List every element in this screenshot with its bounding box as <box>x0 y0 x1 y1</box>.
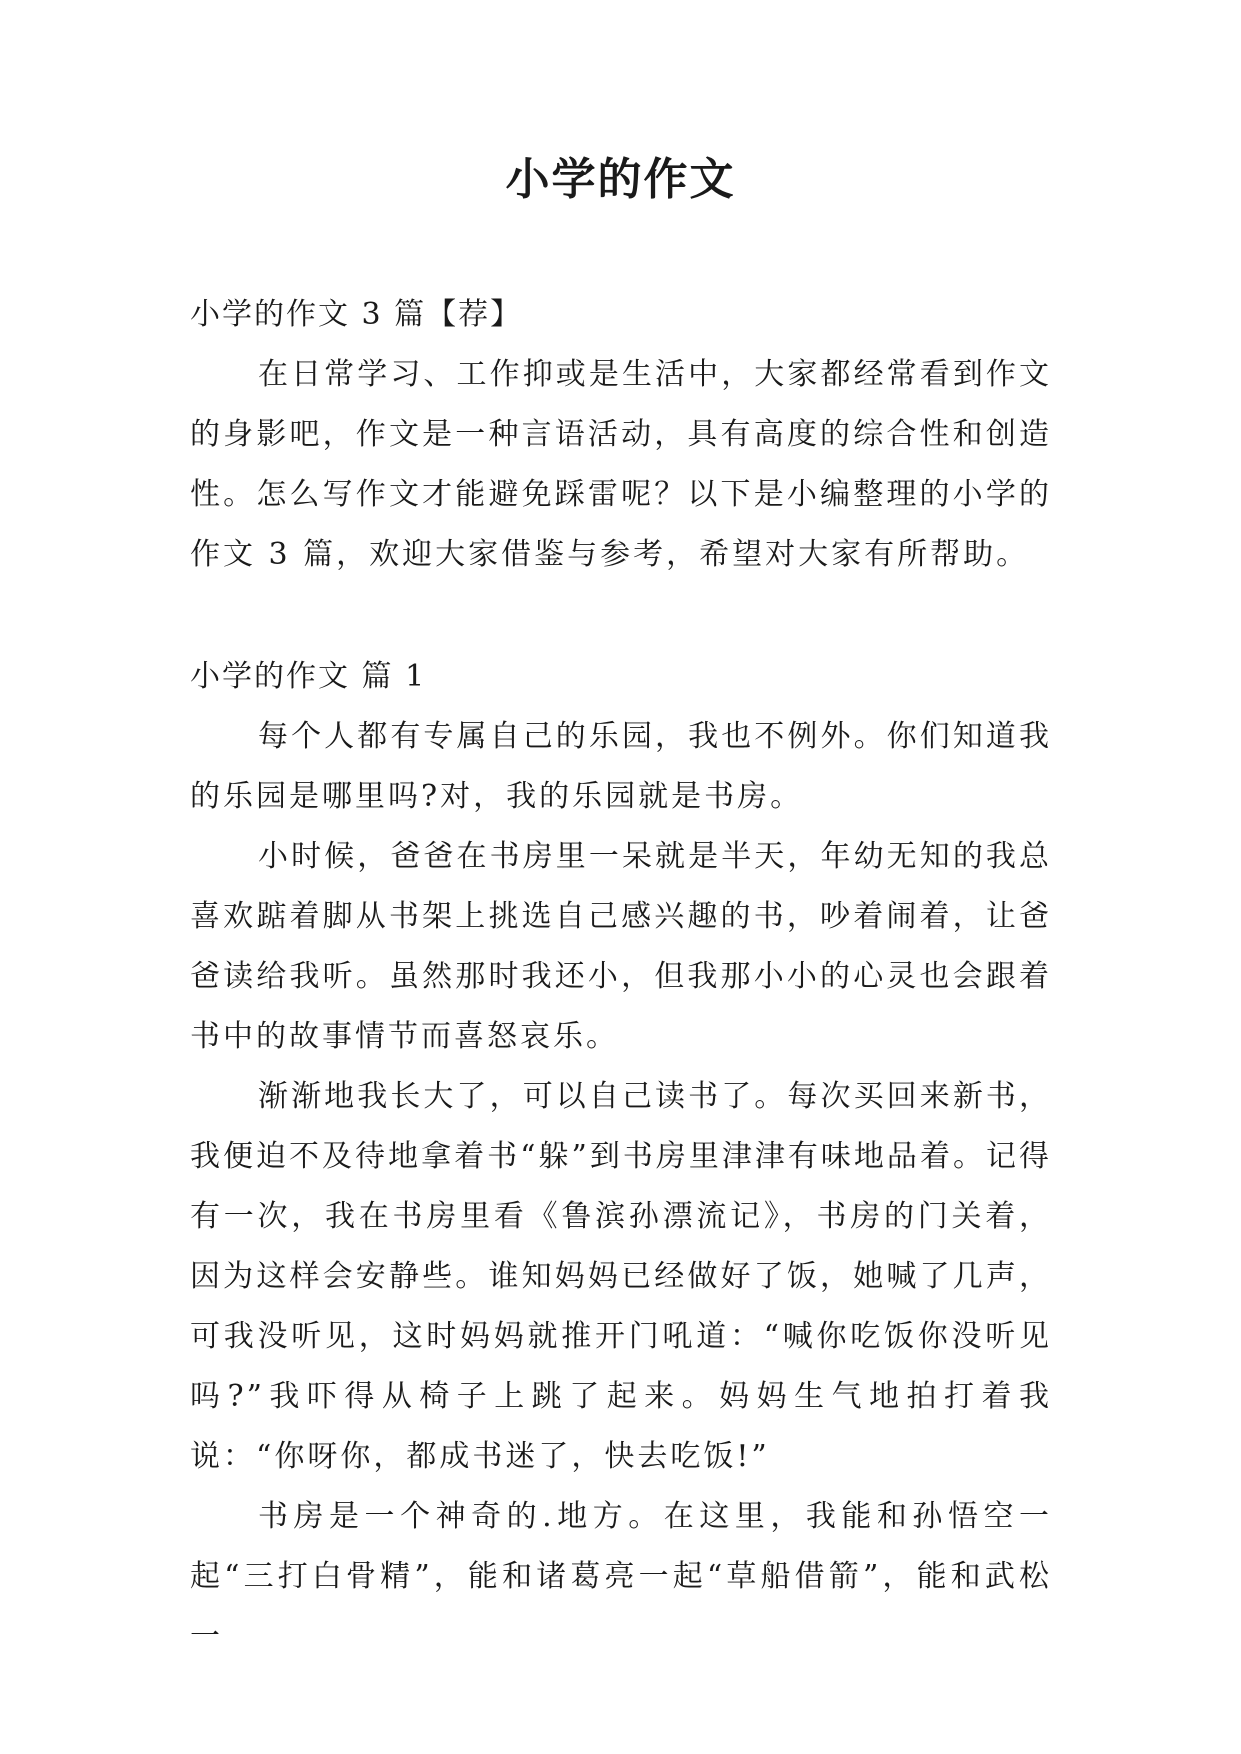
intro-paragraph: 在日常学习、工作抑或是生活中，大家都经常看到作文的身影吧，作文是一种言语活动，具有高度的综合性和创造性。怎么写作文才能避免踩雷呢？以下是小编整理的小学的作文 3 篇，欢迎大家借鉴与参考，希望对大家有所帮助。 <box>190 357 1052 572</box>
document-body <box>190 285 1052 1667</box>
section1-paragraph-1: 每个人都有专属自己的乐园，我也不例外。你们知道我的乐园是哪里吗?对，我的乐园就是书房。 <box>190 719 1052 814</box>
section1-paragraph-4: 书房是一个神奇的.地方。在这里，我能和孙悟空一起“三打白骨精”，能和诸葛亮一起“草船借箭”，能和武松一 <box>190 1499 1052 1654</box>
section-spacer <box>190 585 1052 647</box>
intro-heading: 小学的作文 3 篇【荐】 <box>190 297 523 332</box>
section1-paragraph-2: 小时候，爸爸在书房里一呆就是半天，年幼无知的我总喜欢踮着脚从书架上挑选自己感兴趣的书，吵着闹着，让爸爸读给我听。虽然那时我还小，但我那小小的心灵也会跟着书中的故事情节而喜怒哀乐。 <box>190 839 1052 1054</box>
section1-paragraph-3: 渐渐地我长大了，可以自己读书了。每次买回来新书，我便迫不及待地拿着书“躲”到书房里津津有味地品着。记得有一次，我在书房里看《鲁滨孙漂流记》，书房的门关着，因为这样会安静些。谁知妈妈已经做好了饭，她喊了几声，可我没听见，这时妈妈就推开门吼道：“喊你吃饭你没听见吗?”我吓得从椅子上跳了起来。妈妈生气地拍打着我说：“你呀你，都成书迷了，快去吃饭!” <box>190 1079 1052 1474</box>
document-title: 小学的作文 <box>505 154 736 205</box>
section1-heading: 小学的作文 篇 1 <box>190 659 427 694</box>
